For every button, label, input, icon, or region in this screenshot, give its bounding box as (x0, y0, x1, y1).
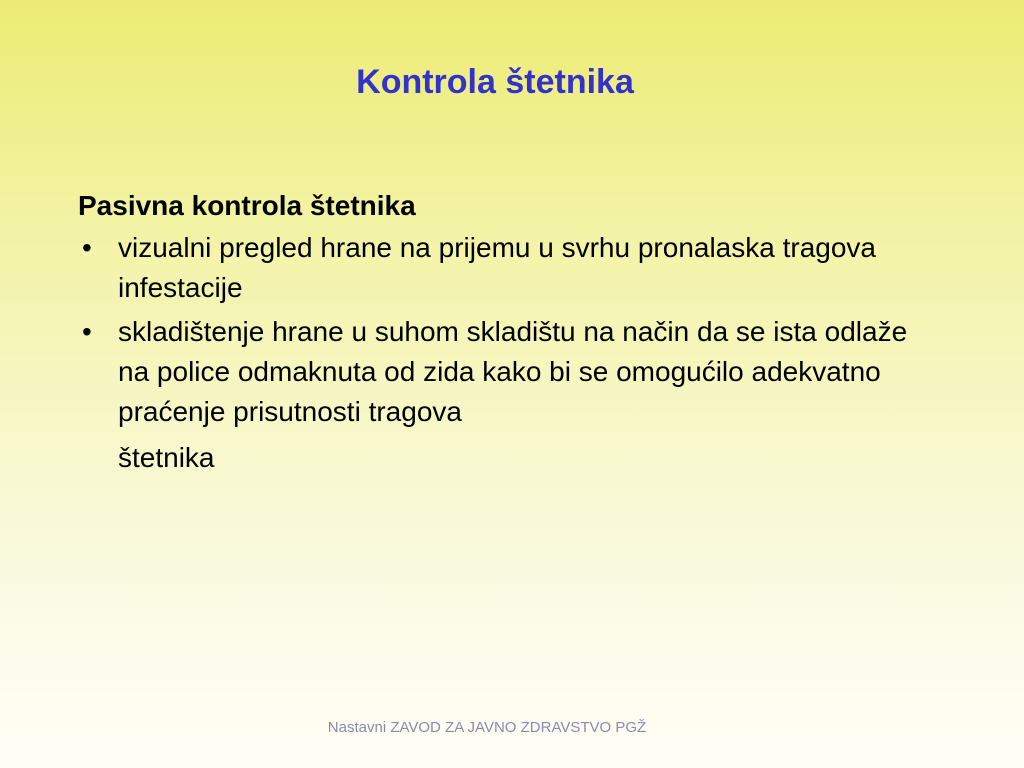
bullet-marker: • (82, 232, 92, 263)
bullet-item (78, 312, 938, 478)
bullet-list (78, 228, 938, 478)
slide-content (78, 186, 938, 482)
bullet-marker: • (82, 316, 92, 347)
bullet-text: skladištenje hrane u suhom skladištu na način da se ista odlaže na police odmaknuta od zida kako bi se omogućilo adekvatno praćenje prisutnosti tragova (118, 316, 908, 427)
bullet-item (78, 228, 938, 308)
subheading: Pasivna kontrola štetnika (78, 190, 416, 221)
bullet-text: vizualni pregled hrane na prijemu u svrhu pronalaska tragova infestacije (118, 232, 876, 303)
slide-title: Kontrola štetnika (356, 63, 634, 101)
bullet-text-continuation: štetnika (118, 442, 215, 473)
footer-text: Nastavni ZAVOD ZA JAVNO ZDRAVSTVO PGŽ (327, 719, 647, 736)
